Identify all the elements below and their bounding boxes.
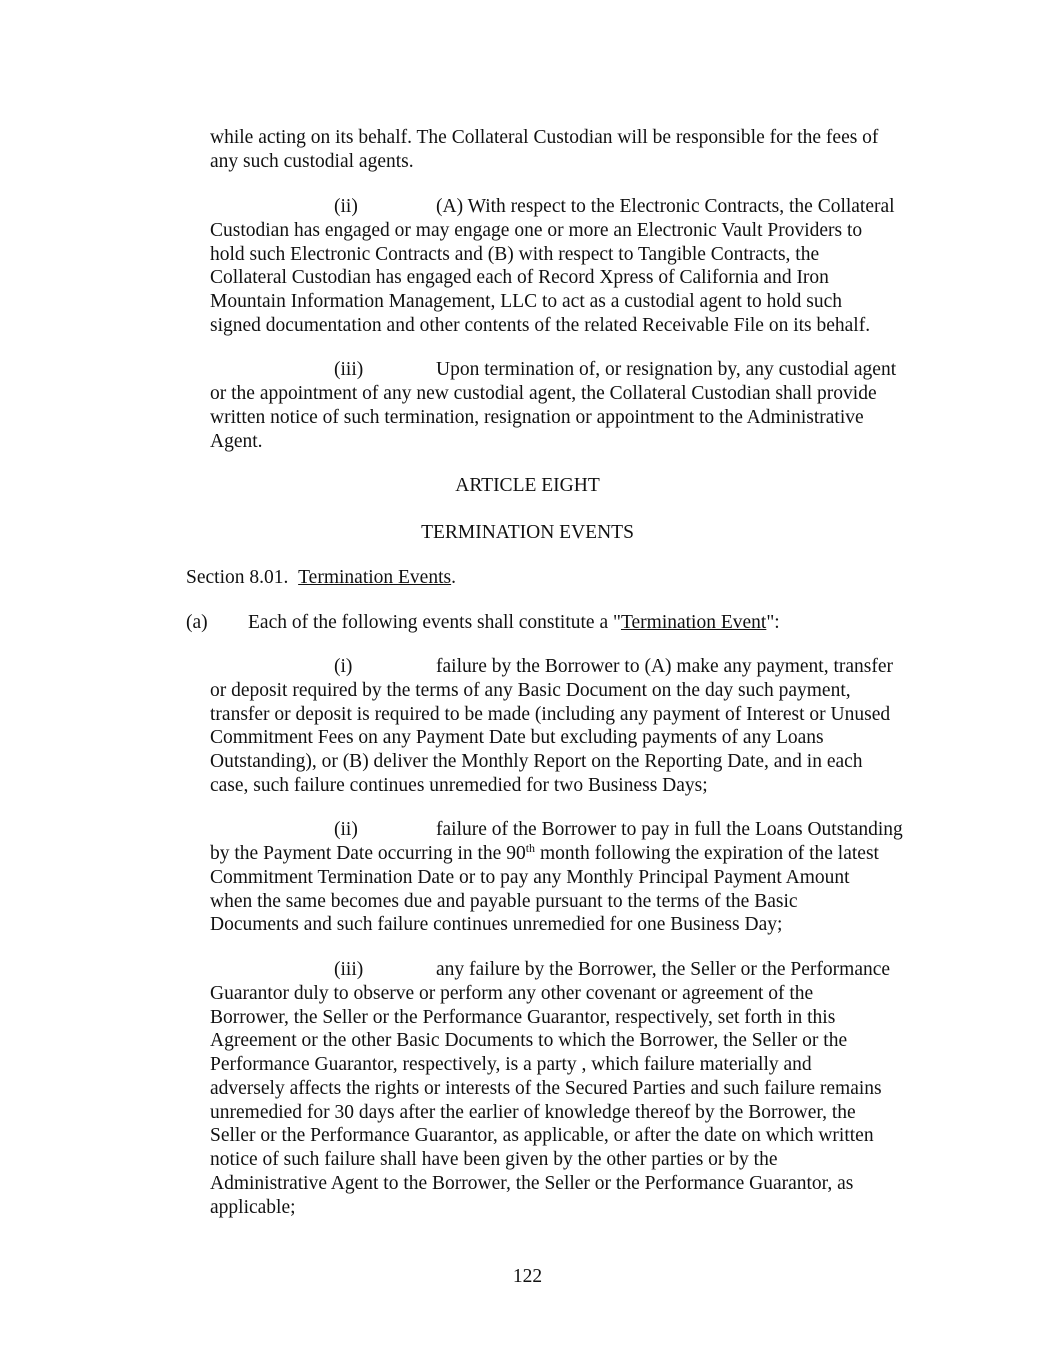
page-number: 122 [512,1266,543,1287]
text-line: Outstanding), or (B) deliver the Monthly Report on the Reporting Date, and in each [210,751,863,772]
text-line [210,842,879,866]
text-line: (A) With respect to the Electronic Contracts, the Collateral [436,196,895,217]
text-line: Seller or the Performance Guarantor, as applicable, or after the date on which written [210,1125,874,1146]
section-title: Termination Events [298,567,452,588]
section-heading [186,566,456,590]
text-line: adversely affects the rights or interests of the Secured Parties and such failure remains [210,1078,882,1099]
clause-a-label: (a) [186,612,208,633]
text-line: case, such failure continues unremedied for two Business Days; [210,775,708,796]
text-line: or the appointment of any new custodial agent, the Collateral Custodian shall provide [210,383,877,404]
text-line: any such custodial agents. [210,151,414,172]
clause-a-text-after: ": [766,612,780,633]
text-line: hold such Electronic Contracts and (B) with respect to Tangible Contracts, the [210,244,820,265]
text-line: Commitment Fees on any Payment Date but excluding payments of any Loans [210,727,824,748]
text-line: failure of the Borrower to pay in full the Loans Outstanding [436,819,903,840]
text-line: any failure by the Borrower, the Seller or the Performance [436,959,891,980]
text-line: Agreement or the other Basic Documents to which the Borrower, the Seller or the [210,1030,848,1051]
item-label: (iii) [334,959,364,980]
text-line: Upon termination of, or resignation by, any custodial agent [436,359,897,380]
text-line: or deposit required by the terms of any Basic Document on the day such payment, [210,680,851,701]
defined-term: Termination Event [620,612,767,633]
ordinal-superscript: th [525,841,536,855]
clause-a-text [248,611,780,635]
text-line: failure by the Borrower to (A) make any payment, transfer [436,656,893,677]
text-line: Borrower, the Seller or the Performance Guarantor, respectively, set forth in this [210,1007,836,1028]
section-number: Section 8.01. [186,567,289,588]
article-heading: ARTICLE EIGHT [455,475,600,496]
article-title: TERMINATION EVENTS [421,522,634,543]
text-line: written notice of such termination, resignation or appointment to the Administrative [210,407,864,428]
text-line: signed documentation and other contents of the related Receivable File on its behalf. [210,315,871,336]
text-line: Administrative Agent to the Borrower, the Seller or the Performance Guarantor, as [210,1173,854,1194]
text-line: unremedied for 30 days after the earlier of knowledge thereof by the Borrower, the [210,1102,856,1123]
text-line: transfer or deposit is required to be made (including any payment of Interest or Unused [210,704,891,725]
text-line: Collateral Custodian has engaged each of Record Xpress of California and Iron [210,267,829,288]
item-label: (i) [334,656,353,677]
text-line: Documents and such failure continues unremedied for one Business Day; [210,914,783,935]
item-label: (ii) [334,819,358,840]
text-line: when the same becomes due and payable pursuant to the terms of the Basic [210,891,798,912]
item-label: (ii) [334,196,358,217]
text-line: notice of such failure shall have been given by the other parties or by the [210,1149,778,1170]
section-period: . [451,567,456,588]
clause-a-text-before: Each of the following events shall constitute a " [248,612,621,633]
item-label: (iii) [334,359,364,380]
text-line: Custodian has engaged or may engage one or more an Electronic Vault Providers to [210,220,863,241]
text-line: applicable; [210,1197,296,1218]
text-segment: month following the expiration of the latest [535,843,879,864]
text-line: Commitment Termination Date or to pay any Monthly Principal Payment Amount [210,867,850,888]
text-line: Performance Guarantor, respectively, is a party , which failure materially and [210,1054,812,1075]
text-line: Agent. [210,431,263,452]
text-line: Guarantor duly to observe or perform any other covenant or agreement of the [210,983,814,1004]
text-segment: by the Payment Date occurring in the 90 [210,843,526,864]
text-line: while acting on its behalf. The Collateral Custodian will be responsible for the fees of [210,127,879,148]
text-line: Mountain Information Management, LLC to act as a custodial agent to hold such [210,291,842,312]
